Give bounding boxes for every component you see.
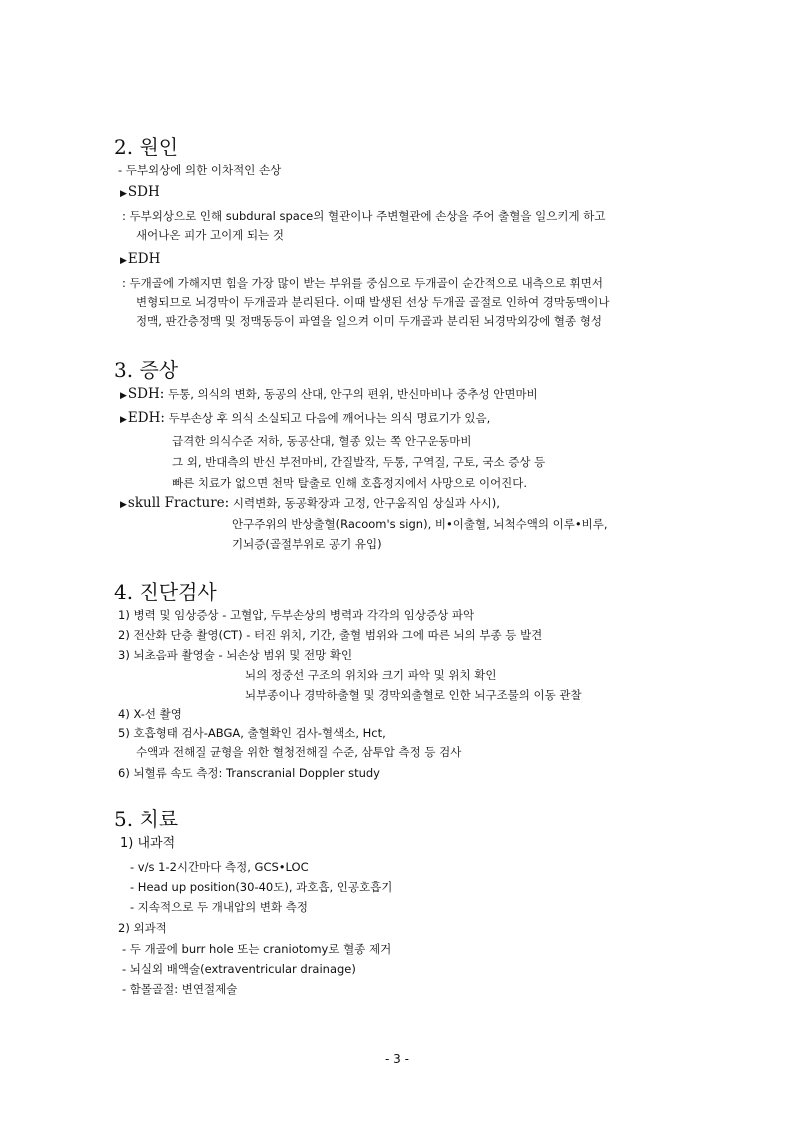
s2-intro: - 두부외상에 의한 이차적인 손상 bbox=[118, 163, 282, 177]
s4-item-3-line-3: 뇌부종이나 경막하출혈 및 경막외출혈로 인한 뇌구조물의 이동 관찰 bbox=[245, 688, 582, 702]
s5-subheading-2: 2) 외과적 bbox=[118, 921, 167, 935]
triangle-bullet-icon: ▶ bbox=[120, 415, 127, 425]
s5-medical-2: - Head up position(30-40도), 과호흡, 인공호흡기 bbox=[130, 880, 393, 894]
s2-edh-heading: ▶EDH bbox=[120, 251, 161, 267]
s2-sdh-line-1: : 두부외상으로 인해 subdural space의 혈관이나 주변혈관에 손상을 주어 출혈을 일으키게 하고 bbox=[122, 209, 606, 223]
s4-item-3: 3) 뇌초음파 촬영술 - 뇌손상 범위 및 전망 확인 bbox=[118, 648, 353, 662]
s2-sdh-line-2: 새어나온 피가 고이게 되는 것 bbox=[136, 228, 284, 242]
s5-subheading-1: 1) 내과적 bbox=[120, 836, 176, 851]
triangle-bullet-icon: ▶ bbox=[120, 256, 127, 266]
s4-item-3-line-2: 뇌의 정중선 구조의 위치와 크기 파악 및 위치 확인 bbox=[245, 668, 497, 682]
triangle-bullet-icon: ▶ bbox=[120, 189, 127, 199]
s5-surgical-2: - 뇌실외 배액술(extraventricular drainage) bbox=[122, 962, 356, 976]
s4-item-5-line-2: 수액과 전해질 균형을 위한 혈청전해질 수준, 삼투압 측정 등 검사 bbox=[136, 745, 462, 759]
section-5-title: 5. 치료 bbox=[114, 807, 179, 831]
s5-surgical-3: - 함몰골절: 변연절제술 bbox=[122, 982, 238, 996]
section-4-title: 4. 진단검사 bbox=[114, 580, 217, 604]
section-2-title: 2. 원인 bbox=[114, 135, 179, 159]
s5-medical-3: - 지속적으로 두 개내압의 변화 측정 bbox=[130, 900, 308, 914]
s5-medical-1: - v/s 1-2시간마다 측정, GCS•LOC bbox=[130, 860, 309, 874]
s4-item-5: 5) 호흡형태 검사-ABGA, 출혈확인 검사-혈색소, Hct, bbox=[118, 726, 386, 740]
s3-edh-line-4: 빠른 치료가 없으면 천막 탈출로 인해 호흡정지에서 사망으로 이어진다. bbox=[172, 476, 528, 490]
s3-sdh-line: ▶SDH: 두통, 의식의 변화, 동공의 산대, 안구의 편위, 반신마비나 중추성 안면마비 bbox=[120, 386, 538, 402]
s3-edh-line-1: ▶EDH: 두부손상 후 의식 소실되고 다음에 깨어나는 의식 명료기가 있음, bbox=[120, 410, 491, 426]
s2-edh-line-1: : 두개골에 가해지면 힘을 가장 많이 받는 부위를 중심으로 두개골이 순간적으로 내측으로 휘면서 bbox=[122, 276, 603, 290]
s2-edh-line-2: 변형되므로 뇌경막이 두개골과 분리된다. 이때 발생된 선상 두개골 골절로 인하여 경막동맥이나 bbox=[136, 295, 610, 309]
s2-edh-line-3: 정맥, 판간층정맥 및 정맥동등이 파열을 일으켜 이미 두개골과 분리된 뇌경막외강에 혈종 형성 bbox=[136, 314, 603, 328]
s4-item-2: 2) 전산화 단층 촬영(CT) - 터진 위치, 기간, 출혈 범위와 그에 따른 뇌의 부종 등 발견 bbox=[118, 628, 543, 642]
section-3-title: 3. 증상 bbox=[114, 358, 179, 382]
s5-surgical-1: - 두 개골에 burr hole 또는 craniotomy로 혈종 제거 bbox=[122, 942, 392, 956]
s4-item-1: 1) 병력 및 임상증상 - 고혈압, 두부손상의 병력과 각각의 임상증상 파악 bbox=[118, 608, 475, 622]
s3-skull-line-1: ▶skull Fracture: 시력변화, 동공확장과 고정, 안구움직임 상실과 사시), bbox=[120, 495, 500, 511]
triangle-bullet-icon: ▶ bbox=[120, 391, 127, 401]
page-number: - 3 - bbox=[385, 1052, 409, 1066]
s3-edh-line-2: 급격한 의식수준 저하, 동공산대, 혈종 있는 쪽 안구운동마비 bbox=[172, 434, 472, 448]
s2-sdh-heading: ▶SDH bbox=[120, 184, 160, 200]
s4-item-6: 6) 뇌혈류 속도 측정: Transcranial Doppler study bbox=[118, 766, 380, 780]
s3-edh-line-3: 그 외, 반대측의 반신 부전마비, 간질발작, 두통, 구역질, 구토, 국소 증상 등 bbox=[172, 455, 546, 469]
s3-skull-line-2: 안구주위의 반상출혈(Racoom's sign), 비•이출혈, 뇌척수액의 이루•비루, bbox=[232, 517, 608, 531]
s4-item-4: 4) X-선 촬영 bbox=[118, 707, 182, 721]
triangle-bullet-icon: ▶ bbox=[120, 500, 127, 510]
s3-skull-line-3: 기뇌증(골절부위로 공기 유입) bbox=[232, 537, 382, 551]
